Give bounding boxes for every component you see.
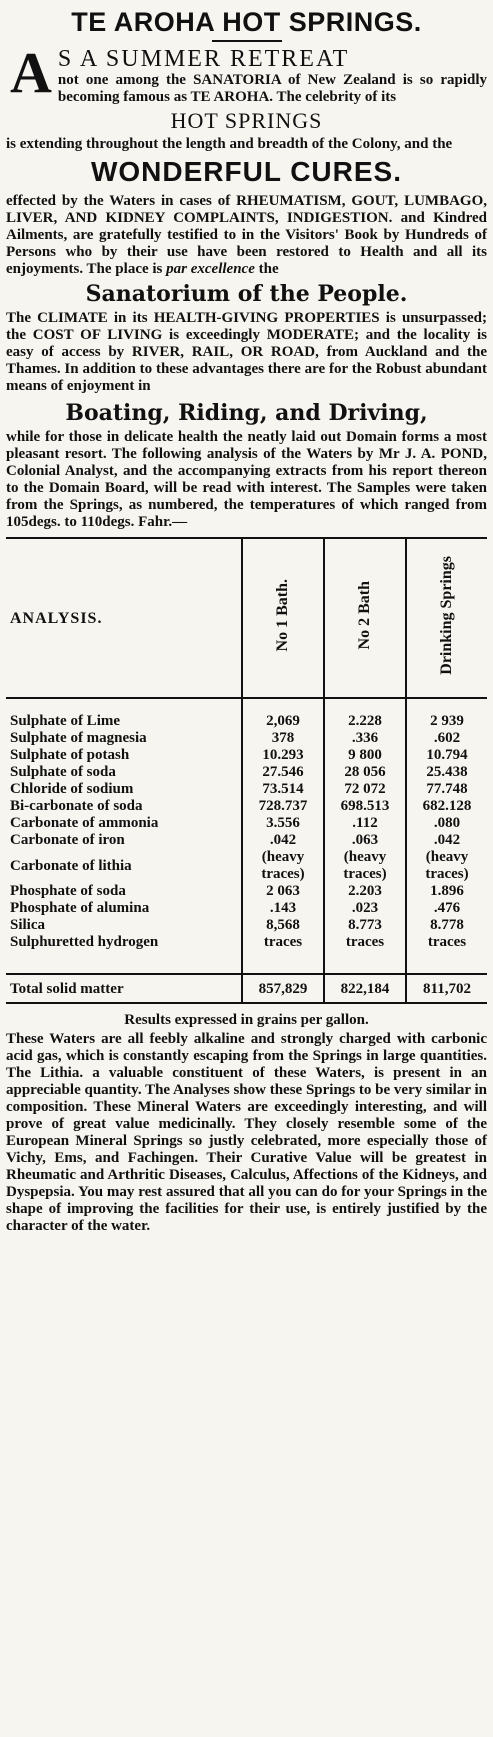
- row-value: .336: [324, 730, 406, 747]
- table-row: [6, 917, 487, 934]
- row-value: 822,184: [324, 974, 406, 1003]
- row-value: .063: [324, 832, 406, 849]
- row-label: Total solid matter: [6, 974, 242, 1003]
- row-value: 72 072: [324, 781, 406, 798]
- row-value: 10.293: [242, 747, 324, 764]
- column-header-bath-1: No 1 Bath.: [274, 579, 291, 652]
- drop-cap: A: [10, 40, 52, 105]
- table-row: [6, 849, 487, 883]
- total-row: [6, 974, 487, 1003]
- par-excellence: par excellence: [166, 261, 255, 277]
- row-value: (heavy traces): [242, 849, 324, 883]
- row-value: .042: [406, 832, 487, 849]
- table-row: [6, 832, 487, 849]
- row-label: Phosphate of soda: [10, 883, 126, 899]
- row-value: .602: [406, 730, 487, 747]
- cures-paragraph: [6, 193, 487, 278]
- table-row: [6, 883, 487, 900]
- hot-springs-heading: HOT SPRINGS: [170, 108, 323, 133]
- row-value: 73.514: [242, 781, 324, 798]
- row-value: 3.556: [242, 815, 324, 832]
- retreat-section: [6, 40, 487, 106]
- results-line: Results expressed in grains per gallon.: [124, 1012, 369, 1028]
- row-value: traces: [406, 934, 487, 951]
- row-value: 28 056: [324, 764, 406, 781]
- row-value: traces: [242, 934, 324, 951]
- table-row: [6, 713, 487, 730]
- row-value: .042: [242, 832, 324, 849]
- table-row: [6, 815, 487, 832]
- advertisement: [0, 6, 493, 1737]
- row-label: Carbonate of ammonia: [10, 815, 159, 831]
- row-value: 857,829: [242, 974, 324, 1003]
- page-title: TE AROHA HOT SPRINGS.: [71, 7, 422, 37]
- climate-text-1: The CLIMATE in its HEALTH-GIVING PROPERTIES is unsurpassed; the COST OF LIVING is exceedingly MODERATE; and the locality is easy of access by: [6, 310, 487, 360]
- row-label: Chloride of sodium: [10, 781, 134, 797]
- row-value: 698.513: [324, 798, 406, 815]
- row-value: traces: [324, 934, 406, 951]
- table-row: [6, 798, 487, 815]
- row-label: Sulphate of potash: [10, 747, 130, 763]
- row-value: 2 063: [242, 883, 324, 900]
- row-value: 728.737: [242, 798, 324, 815]
- row-value: 811,702: [406, 974, 487, 1003]
- sanatorium-heading: Sanatorium of the People.: [85, 281, 408, 307]
- cures-text: effected by the Waters in cases of RHEUMATISM, GOUT, LUMBAGO, LIVER, AND KIDNEY COMPLAINTS, INDIGESTION. and Kindred Ailments, are gratefully testified to in the Visitors' Book by Hundreds of Persons who by their use have been restored to Health and all its enjoyments. The place is: [6, 193, 487, 277]
- table-row: [6, 764, 487, 781]
- row-label: Sulphate of soda: [10, 764, 116, 780]
- extending-text: is extending throughout the length and breadth of the Colony, and the: [6, 136, 453, 152]
- row-label: Carbonate of iron: [10, 832, 125, 848]
- row-value: 27.546: [242, 764, 324, 781]
- row-value: 25.438: [406, 764, 487, 781]
- row-value: .143: [242, 900, 324, 917]
- row-value: 2,069: [242, 713, 324, 730]
- climate-text-2: from Auckland and the Thames. In addition to these advantages there are for the Robust abundant means of enjoyment in: [6, 344, 488, 394]
- row-value: .080: [406, 815, 487, 832]
- climate-paragraph: [6, 310, 487, 395]
- river-rail-road: RIVER, RAIL, OR ROAD,: [131, 344, 319, 360]
- row-label: Sulphate of magnesia: [10, 730, 147, 746]
- analysis-rows: [6, 713, 487, 1003]
- row-label: Sulphuretted hydrogen: [10, 934, 159, 950]
- row-value: 2 939: [406, 713, 487, 730]
- row-value: 8,568: [242, 917, 324, 934]
- title-rule: [212, 40, 282, 42]
- row-value: .023: [324, 900, 406, 917]
- table-row: [6, 730, 487, 747]
- row-value: 10.794: [406, 747, 487, 764]
- row-label: Phosphate of alumina: [10, 900, 150, 916]
- row-value: .112: [324, 815, 406, 832]
- row-value: 1.896: [406, 883, 487, 900]
- the-word: the: [258, 261, 279, 277]
- column-header-drinking: Drinking Springs: [438, 556, 455, 675]
- row-value: (heavy traces): [324, 849, 406, 883]
- row-value: 9 800: [324, 747, 406, 764]
- row-value: (heavy traces): [406, 849, 487, 883]
- row-label: Carbonate of lithia: [10, 857, 132, 874]
- closing-text: These Waters are all feebly alkaline and strongly charged with carbonic acid gas, which is constantly escaping from the Springs in large quantities. The Lithia. a valuable constituent of these Waters, is present in an appreciable quantity. The Analyses show these Springs to be very similar in composition. These Mineral Waters are exceedingly interesting, and will prove of great value medicinally. They closely resemble some of the European Mineral Springs so justly celebrated, more especially those of Vichy, Ems, and Fachingen. Their Curative Value will be greatest in Rheumatic and Arthritic Diseases, Calculus, Affections of the Kidneys, and Dyspepsia. You may rest assured that all you can do for your Springs in the shape of improving the facilities for their use, is entirely justified by the character of the water.: [6, 1031, 487, 1234]
- row-label: Silica: [10, 917, 46, 933]
- analysis-intro-1: while for those in delicate health the neatly laid out Domain forms a most pleasant resort. The following analysis of the Waters by Mr J. A.: [6, 429, 487, 462]
- boating-heading: Boating, Riding, and Driving,: [65, 400, 428, 426]
- cures-heading: WONDERFUL CURES.: [90, 156, 403, 187]
- row-value: 378: [242, 730, 324, 747]
- row-value: 2.203: [324, 883, 406, 900]
- table-row: [6, 934, 487, 951]
- pond-name: POND,: [440, 446, 487, 462]
- analysis-intro-2: Colonial Analyst, and the accompanying extracts from his report thereon to the Domain Board, will be read with interest. The Samples were taken from the Springs, as numbered, the temperatures of which ranged from 105degs. to 110degs. Fahr.—: [6, 463, 487, 530]
- analysis-label: ANALYSIS.: [6, 538, 242, 698]
- retreat-text: not one among the SANATORIA of New Zealand is so rapidly becoming famous as TE AROHA. The celebrity of its: [57, 72, 487, 105]
- row-label: Bi-carbonate of soda: [10, 798, 143, 814]
- row-value: 682.128: [406, 798, 487, 815]
- analysis-intro: [6, 429, 487, 531]
- row-value: 8.778: [406, 917, 487, 934]
- row-value: .476: [406, 900, 487, 917]
- table-row: [6, 900, 487, 917]
- row-value: 8.773: [324, 917, 406, 934]
- analysis-table: [6, 537, 487, 1004]
- table-row: [6, 747, 487, 764]
- retreat-heading: S A SUMMER RETREAT: [57, 46, 350, 72]
- table-row: [6, 781, 487, 798]
- row-value: 2.228: [324, 713, 406, 730]
- row-label: Sulphate of Lime: [10, 713, 121, 729]
- row-value: 77.748: [406, 781, 487, 798]
- column-header-bath-2: No 2 Bath: [356, 581, 373, 650]
